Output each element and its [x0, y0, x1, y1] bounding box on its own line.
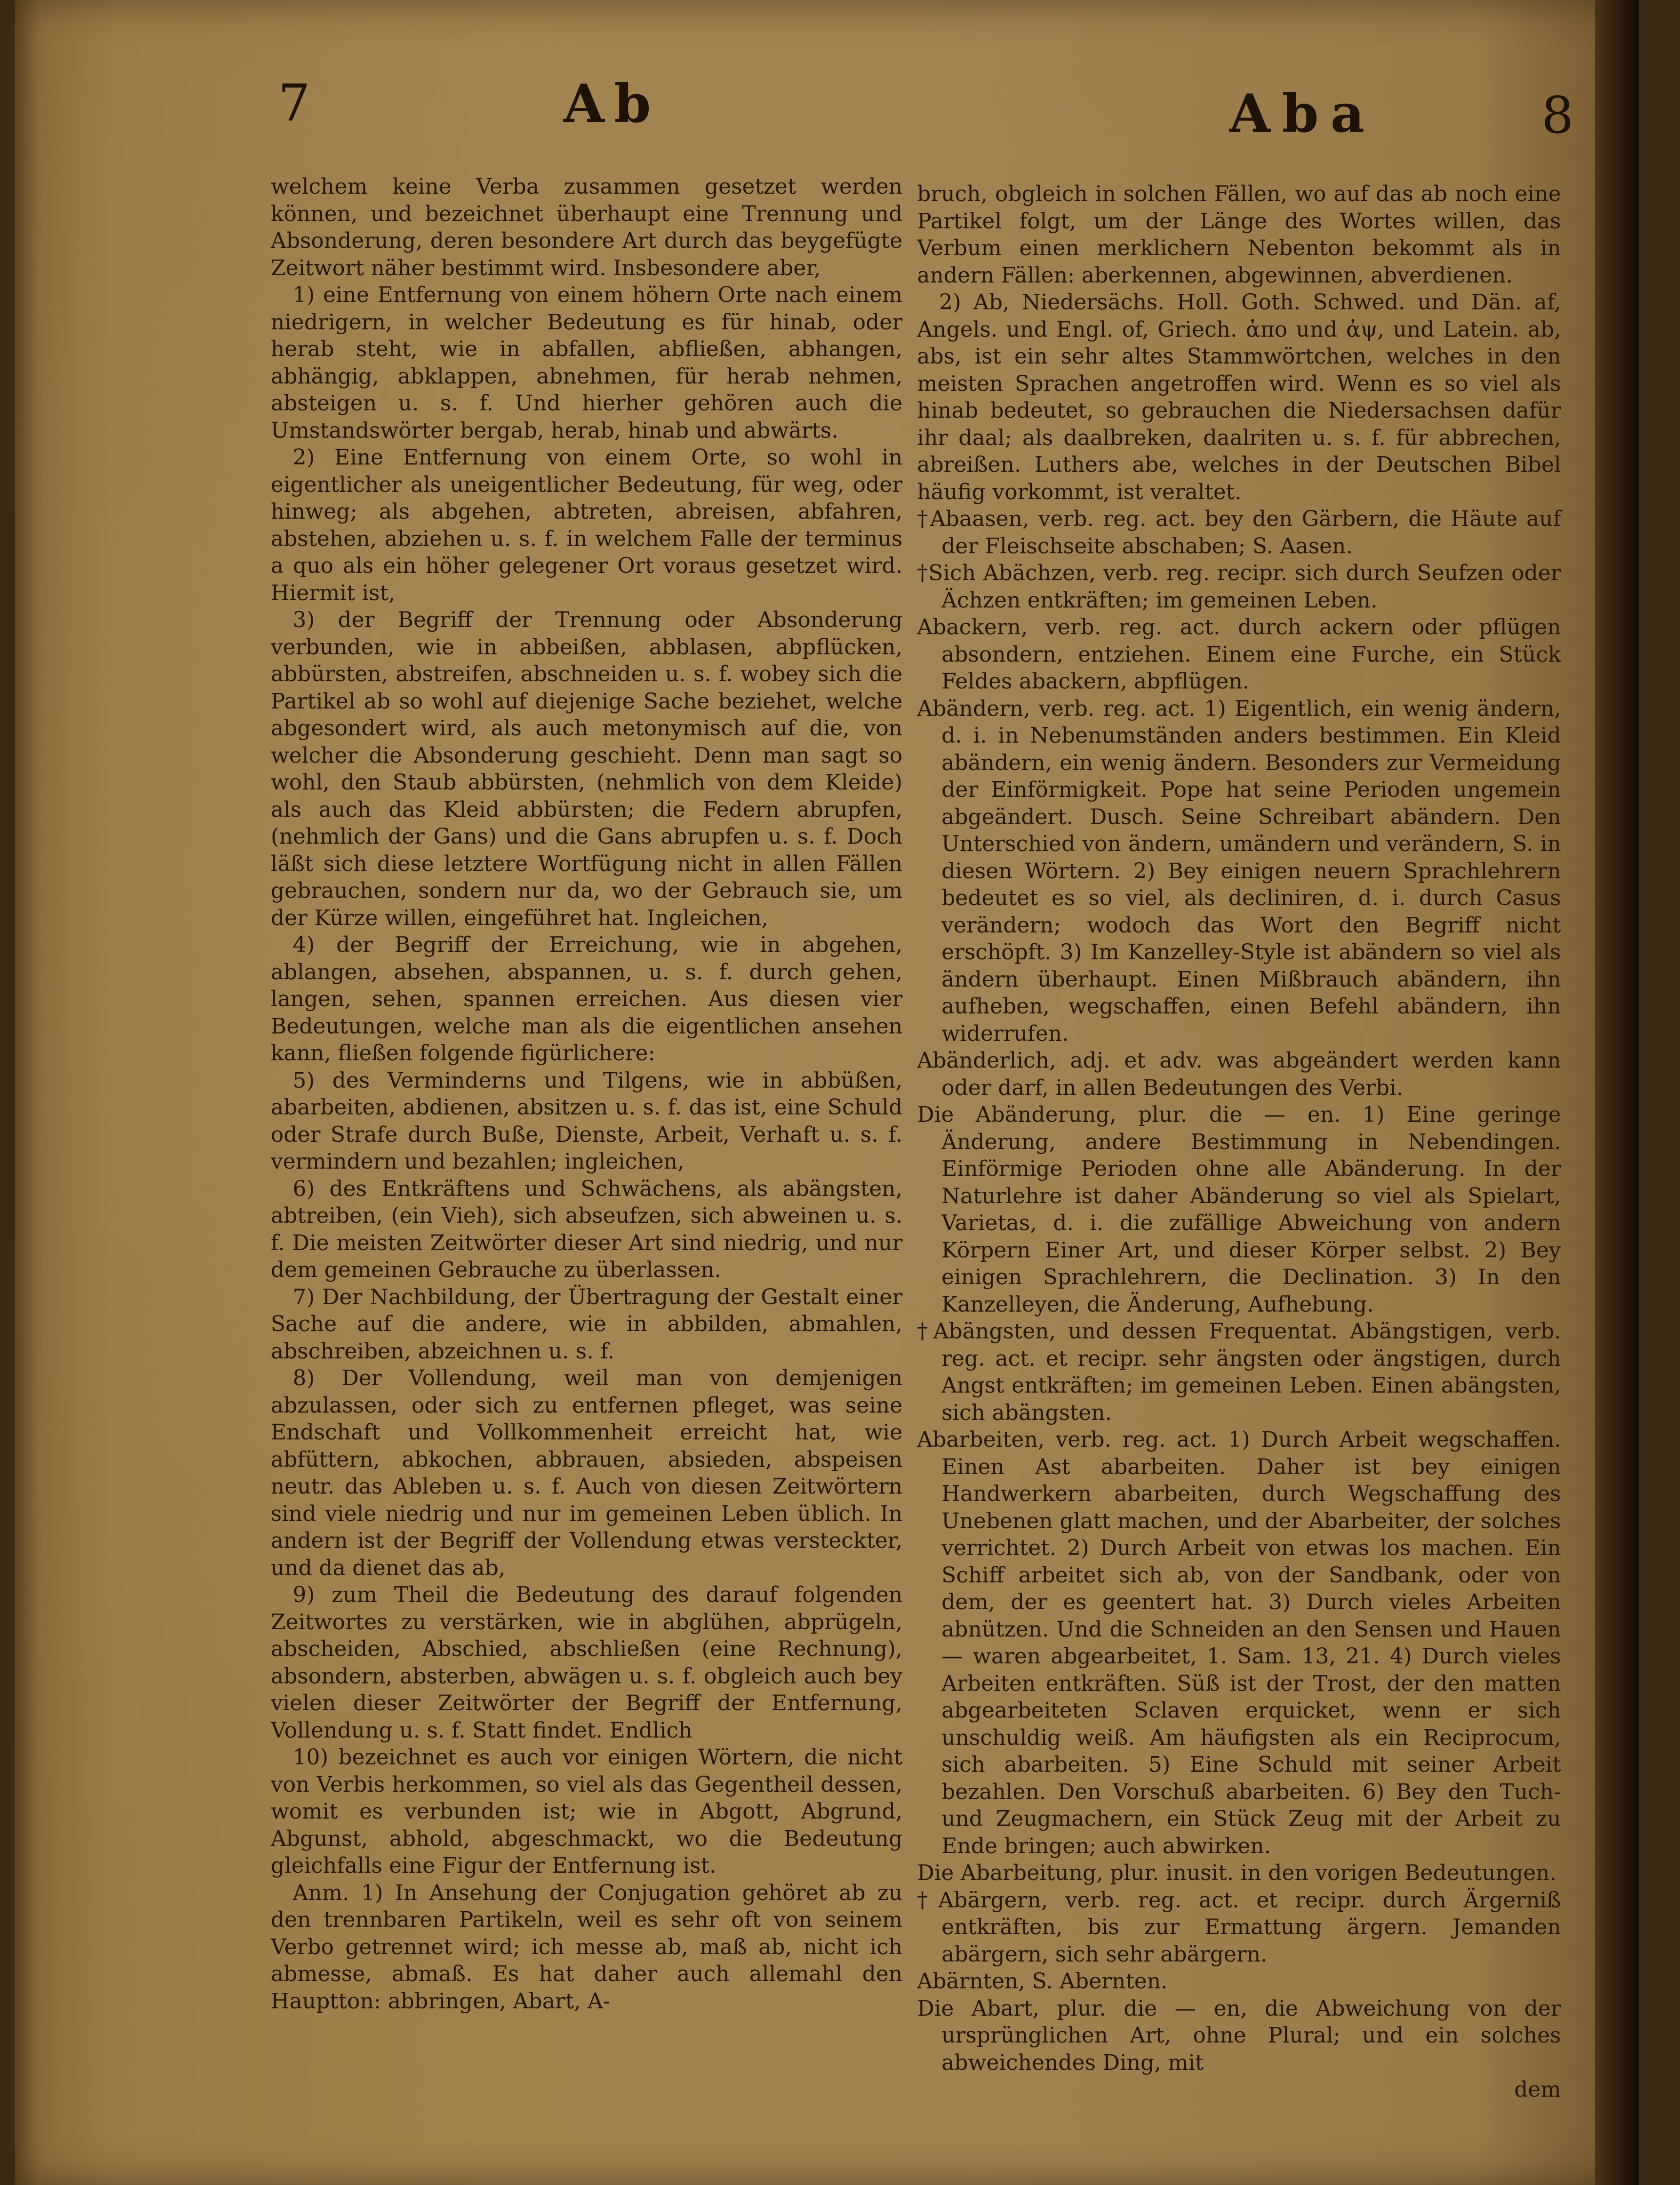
dictionary-entry: Abarbeiten, verb. reg. act. 1) Durch Arbeit wegschaffen. Einen Ast abarbeiten. Daher ist bey einigen Handwerkern abarbeiten, durch Wegschaffung des Unebenen glatt machen, und der Abarbeiter, der solches verrichtet. 2) Durch Arbeit von etwas los machen. Ein Schiff arbeitet sich ab, von der Sandbank, oder von dem, der es geentert hat. 3) Durch vieles Arbeiten abnützen. Und die Schneiden an den Sensen und Hauen — waren abgearbeitet, 1. Sam. 13, 21. 4) Durch vieles Arbeiten entkräften. Süß ist der Trost, der den matten abgearbeiteten Sclaven erquicket, wenn er sich unschuldig weiß. Am häufigsten als ein Reciprocum, sich abarbeiten. 5) Eine Schuld mit seiner Arbeit bezahlen. Den Vorschuß abarbeiten. 6) Bey den Tuch- und Zeugmachern, ein Stück Zeug mit der Arbeit zu Ende bringen; auch abwirken.: [917, 1427, 1561, 1859]
page-number-left: 7: [278, 73, 311, 133]
paragraph: 10) bezeichnet es auch vor einigen Wörtern, die nicht von Verbis herkommen, so viel als das Gegentheil dessen, womit es verbunden ist; wie in Abgott, Abgrund, Abgunst, abhold, abgeschmackt, wo die Bedeutung gleichfalls eine Figur der Entfernung ist.: [271, 1745, 902, 1878]
running-head-right: Aba: [1229, 83, 1377, 144]
paragraph: 9) zum Theil die Bedeutung des darauf folgenden Zeitwortes zu verstärken, wie in abglühen, abprügeln, abscheiden, Abschied, abschließen (eine Rechnung), absondern, absterben, abwägen u. s. f. obgleich auch bey vielen dieser Zeitwörter der Begriff der Entfernung, Vollendung u. s. f. Statt findet. Endlich: [271, 1582, 902, 1743]
dictionary-entry: Abändern, verb. reg. act. 1) Eigentlich, ein wenig ändern, d. i. in Nebenumständen anders bestimmen. Ein Kleid abändern, ein wenig ändern. Besonders zur Vermeidung der Einförmigkeit. Pope hat seine Perioden ungemein abgeändert. Dusch. Seine Schreibart abändern. Den Unterschied von ändern, umändern und verändern, S. in diesen Wörtern. 2) Bey einigen neuern Sprachlehrern bedeutet es so viel, als decliniren, d. i. durch Casus verändern; wodoch das Wort den Begriff nicht erschöpft. 3) Im Kanzelley-Style ist abändern so viel als ändern überhaupt. Einen Mißbrauch abändern, ihn aufheben, wegschaffen, einen Befehl abändern, ihn widerrufen.: [917, 696, 1561, 1046]
dictionary-entry: Abärnten, S. Abernten.: [917, 1969, 1168, 1994]
paragraph: 2) Eine Entfernung von einem Orte, so wohl in eigentlicher als uneigentlicher Bedeutung, für weg, oder hinweg; als abgehen, abtreten, abreisen, abfahren, abstehen, abziehen u. s. f. in welchem Falle der terminus a quo als ein höher gelegener Ort voraus gesetzet wird. Hiermit ist,: [271, 445, 902, 606]
dictionary-entry: †Sich Abächzen, verb. reg. recipr. sich durch Seufzen oder Ächzen entkräften; im gemeinen Leben.: [917, 561, 1561, 613]
paragraph: 5) des Verminderns und Tilgens, wie in abbüßen, abarbeiten, abdienen, absitzen u. s. f. das ist, eine Schuld oder Strafe durch Buße, Dienste, Arbeit, Verhaft u. s. f. vermindern und bezahlen; ingleichen,: [271, 1068, 902, 1174]
catchword: dem: [1514, 2077, 1561, 2102]
book-spine: [1595, 0, 1639, 2185]
dictionary-entry: Abänderlich, adj. et adv. was abgeändert werden kann oder darf, in allen Bedeutungen des Verbi.: [917, 1048, 1561, 1100]
paragraph: bruch, obgleich in solchen Fällen, wo auf das ab noch eine Partikel folgt, um der Länge des Wortes willen, das Verbum einen merklichern Nebenton bekommt als in andern Fällen: aberkennen, abgewinnen, abverdienen.: [917, 182, 1561, 288]
dictionary-entry: †Abängsten, und dessen Frequentat. Abängstigen, verb. reg. act. et recipr. sehr ängsten oder ängstigen, durch Angst entkräften; im gemeinen Leben. Einen abängsten, sich abängsten.: [917, 1319, 1561, 1425]
paragraph: 1) eine Entfernung von einem höhern Orte nach einem niedrigern, in welcher Bedeutung es für hinab, oder herab steht, wie in abfallen, abfließen, abhangen, abhängig, abklappen, abnehmen, für herab nehmen, absteigen u. s. f. Und hierher gehören auch die Umstandswörter bergab, herab, hinab und abwärts.: [271, 283, 902, 443]
dictionary-entry: Die Abart, plur. die — en, die Abweichung von der ursprünglichen Art, ohne Plural; und ein solches abweichendes Ding, mit: [917, 1996, 1561, 2075]
paragraph: 3) der Begriff der Trennung oder Absonderung verbunden, wie in abbeißen, abblasen, abpflücken, abbürsten, abstreifen, abschneiden u. s. f. wobey sich die Partikel ab so wohl auf diejenige Sache beziehet, welche abgesondert wird, als auch metonymisch auf die, von welcher die Absonderung geschieht. Denn man sagt so wohl, den Staub abbürsten, (nehmlich von dem Kleide) als auch das Kleid abbürsten; die Federn abrupfen, (nehmlich der Gans) und die Gans abrupfen u. s. f. Doch läßt sich diese letztere Wortfügung nicht in allen Fällen gebrauchen, sondern nur da, wo der Gebrauch sie, um der Kürze willen, eingeführet hat. Ingleichen,: [271, 607, 902, 931]
dictionary-entry: Die Abarbeitung, plur. inusit. in den vorigen Bedeutungen.: [917, 1861, 1557, 1885]
paragraph: welchem keine Verba zusammen gesetzet werden können, und bezeichnet überhaupt eine Trennung und Absonderung, deren besondere Art durch das beygefügte Zeitwort näher bestimmt wird. Insbesondere aber,: [271, 174, 902, 281]
dictionary-entry: †Abaasen, verb. reg. act. bey den Gärbern, die Häute auf der Fleischseite abschaben; S. Aasen.: [917, 506, 1561, 559]
paragraph: 4) der Begriff der Erreichung, wie in abgehen, ablangen, absehen, abspannen, u. s. f. durch gehen, langen, sehen, spannen erreichen. Aus diesen vier Bedeutungen, welche man als die eigentlichen ansehen kann, fließen folgende figürlichere:: [271, 932, 902, 1066]
dictionary-entry: Die Abänderung, plur. die — en. 1) Eine geringe Änderung, andere Bestimmung in Nebendingen. Einförmige Perioden ohne alle Abänderung. In der Naturlehre ist daher Abänderung so viel als Spielart, Varietas, d. i. die zufällige Abweichung von andern Körpern Einer Art, und dieser Körper selbst. 2) Bey einigen Sprachlehrern, die Declination. 3) In den Kanzelleyen, die Änderung, Aufhebung.: [917, 1102, 1561, 1317]
left-column: [271, 173, 902, 2015]
paragraph: 8) Der Vollendung, weil man von demjenigen abzulassen, oder sich zu entfernen pfleget, was seine Endschaft und Vollkommenheit erreicht hat, wie abfüttern, abkochen, abbrauen, absieden, abspeisen neutr. das Ableben u. s. f. Auch von diesen Zeitwörtern sind viele niedrig und nur im gemeinen Leben üblich. In andern ist der Begriff der Vollendung etwas versteckter, und da dienet das ab,: [271, 1366, 902, 1580]
paragraph: 6) des Entkräftens und Schwächens, als abängsten, abtreiben, (ein Vieh), sich abseufzen, sich abweinen u. s. f. Die meisten Zeitwörter dieser Art sind niedrig, und nur dem gemeinen Gebrauche zu überlassen.: [271, 1176, 902, 1282]
dictionary-entry: †Abärgern, verb. reg. act. et recipr. durch Ärgerniß entkräften, bis zur Ermattung ärgern. Jemanden abärgern, sich sehr abärgern.: [917, 1887, 1561, 1967]
book-page: [15, 0, 1639, 2185]
paragraph: Anm. 1) In Ansehung der Conjugation gehöret ab zu den trennbaren Partikeln, weil es sehr oft von seinem Verbo getrennet wird; ich messe ab, maß ab, nicht ich abmesse, abmaß. Es hat daher auch allemahl den Hauptton: abbringen, Abart, A-: [271, 1880, 902, 2014]
paragraph: 2) Ab, Niedersächs. Holl. Goth. Schwed. und Dän. af, Angels. und Engl. of, Griech. ἀπο und ἀψ, und Latein. ab, abs, ist ein sehr altes Stammwörtchen, welches in den meisten Sprachen angetroffen wird. Wenn es so viel als hinab bedeutet, so gebrauchen die Niedersachsen dafür ihr daal; als daalbreken, daalriten u. s. f. für abbrechen, abreißen. Luthers abe, welches in der Deutschen Bibel häufig vorkommt, ist veraltet.: [917, 290, 1561, 505]
dictionary-entry: Abackern, verb. reg. act. durch ackern oder pflügen absondern, entziehen. Einem eine Furche, ein Stück Feldes abackern, abpflügen.: [917, 615, 1561, 694]
paragraph: 7) Der Nachbildung, der Übertragung der Gestalt einer Sache auf die andere, wie in abbilden, abmahlen, abschreiben, abzeichnen u. s. f.: [271, 1284, 902, 1364]
page-number-right: 8: [1541, 85, 1574, 145]
right-column: [917, 181, 1561, 2104]
running-head-left: Ab: [563, 73, 661, 135]
